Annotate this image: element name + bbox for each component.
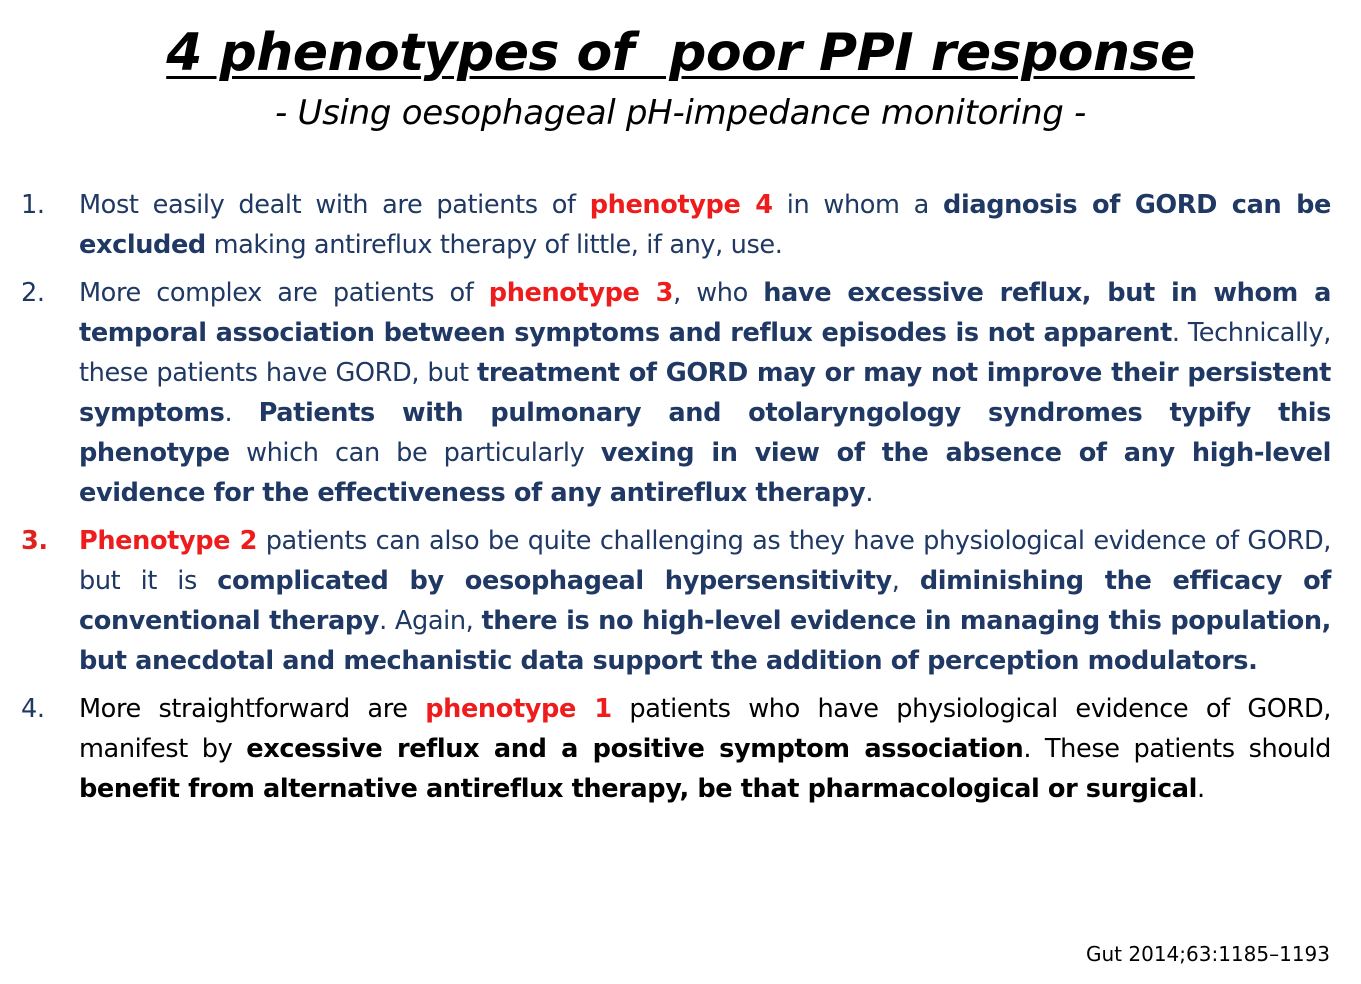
list-item-3 xyxy=(0,521,1361,681)
phenotype-label: phenotype 4 xyxy=(589,190,773,220)
item-text: . Technically, these patients have GORD, but xyxy=(79,318,1331,388)
emphasis-text: there is no high-level evidence in managing this population, but anecdotal and mechanistic data support the addition of perception modulators. xyxy=(79,606,1331,676)
item-text: , xyxy=(891,566,920,596)
emphasis-text: treatment of GORD may or may not improve their persistent symptoms xyxy=(79,358,1332,428)
item-text: which can be particularly xyxy=(229,438,601,468)
list-number: 1. xyxy=(21,190,45,220)
item-text: More straightforward are xyxy=(79,694,426,724)
slide-title: 4 phenotypes of poor PPI response xyxy=(166,23,1195,83)
emphasis-text: vexing in view of the absence of any high-level evidence for the effectiveness of any antireflux therapy xyxy=(79,438,1331,508)
item-text: . These patients should xyxy=(1023,734,1332,764)
item-text: , who xyxy=(673,278,764,308)
item-text: . xyxy=(865,478,874,508)
item-text: in whom a xyxy=(772,190,944,220)
item-text: More complex are patients of xyxy=(79,278,489,308)
slide-subtitle: - Using oesophageal pH-impedance monitoring - xyxy=(275,93,1086,133)
emphasis-text: excessive reflux and a positive symptom association xyxy=(246,734,1024,764)
item-text: patients who have physiological evidence of GORD, manifest by xyxy=(79,694,1331,764)
item-text: patients can also be quite challenging as they have physiological evidence of GORD, but it is xyxy=(79,526,1331,596)
item-text: Most easily dealt with are patients of xyxy=(79,190,590,220)
item-text: making antireflux therapy of little, if any, use. xyxy=(205,230,783,260)
phenotype-label: Phenotype 2 xyxy=(79,526,258,556)
phenotype-list xyxy=(0,185,1361,817)
list-number: 3. xyxy=(21,526,48,556)
emphasis-text: complicated by oesophageal hypersensitivity xyxy=(217,566,892,596)
list-number: 4. xyxy=(21,694,45,724)
item-text: . xyxy=(224,398,259,428)
emphasis-text: diminishing the efficacy of conventional therapy xyxy=(79,566,1331,636)
list-number: 2. xyxy=(21,278,45,308)
emphasis-text: have excessive reflux, but in whom a temporal association between symptoms and reflux episodes is not apparent xyxy=(79,278,1331,348)
emphasis-text: benefit from alternative antireflux therapy, be that pharmacological or surgical xyxy=(79,774,1197,804)
citation: Gut 2014;63:1185–1193 xyxy=(1086,942,1330,966)
phenotype-label: phenotype 3 xyxy=(488,278,674,308)
list-item-1 xyxy=(0,185,1361,265)
list-item-2 xyxy=(0,273,1361,513)
list-item-4 xyxy=(0,689,1361,809)
emphasis-text: Patients with pulmonary and otolaryngology syndromes typify this phenotype xyxy=(79,398,1331,468)
phenotype-label: phenotype 1 xyxy=(425,694,612,724)
item-text: . xyxy=(1196,774,1205,804)
item-text: . Again, xyxy=(379,606,482,636)
emphasis-text: diagnosis of GORD can be excluded xyxy=(79,190,1332,260)
